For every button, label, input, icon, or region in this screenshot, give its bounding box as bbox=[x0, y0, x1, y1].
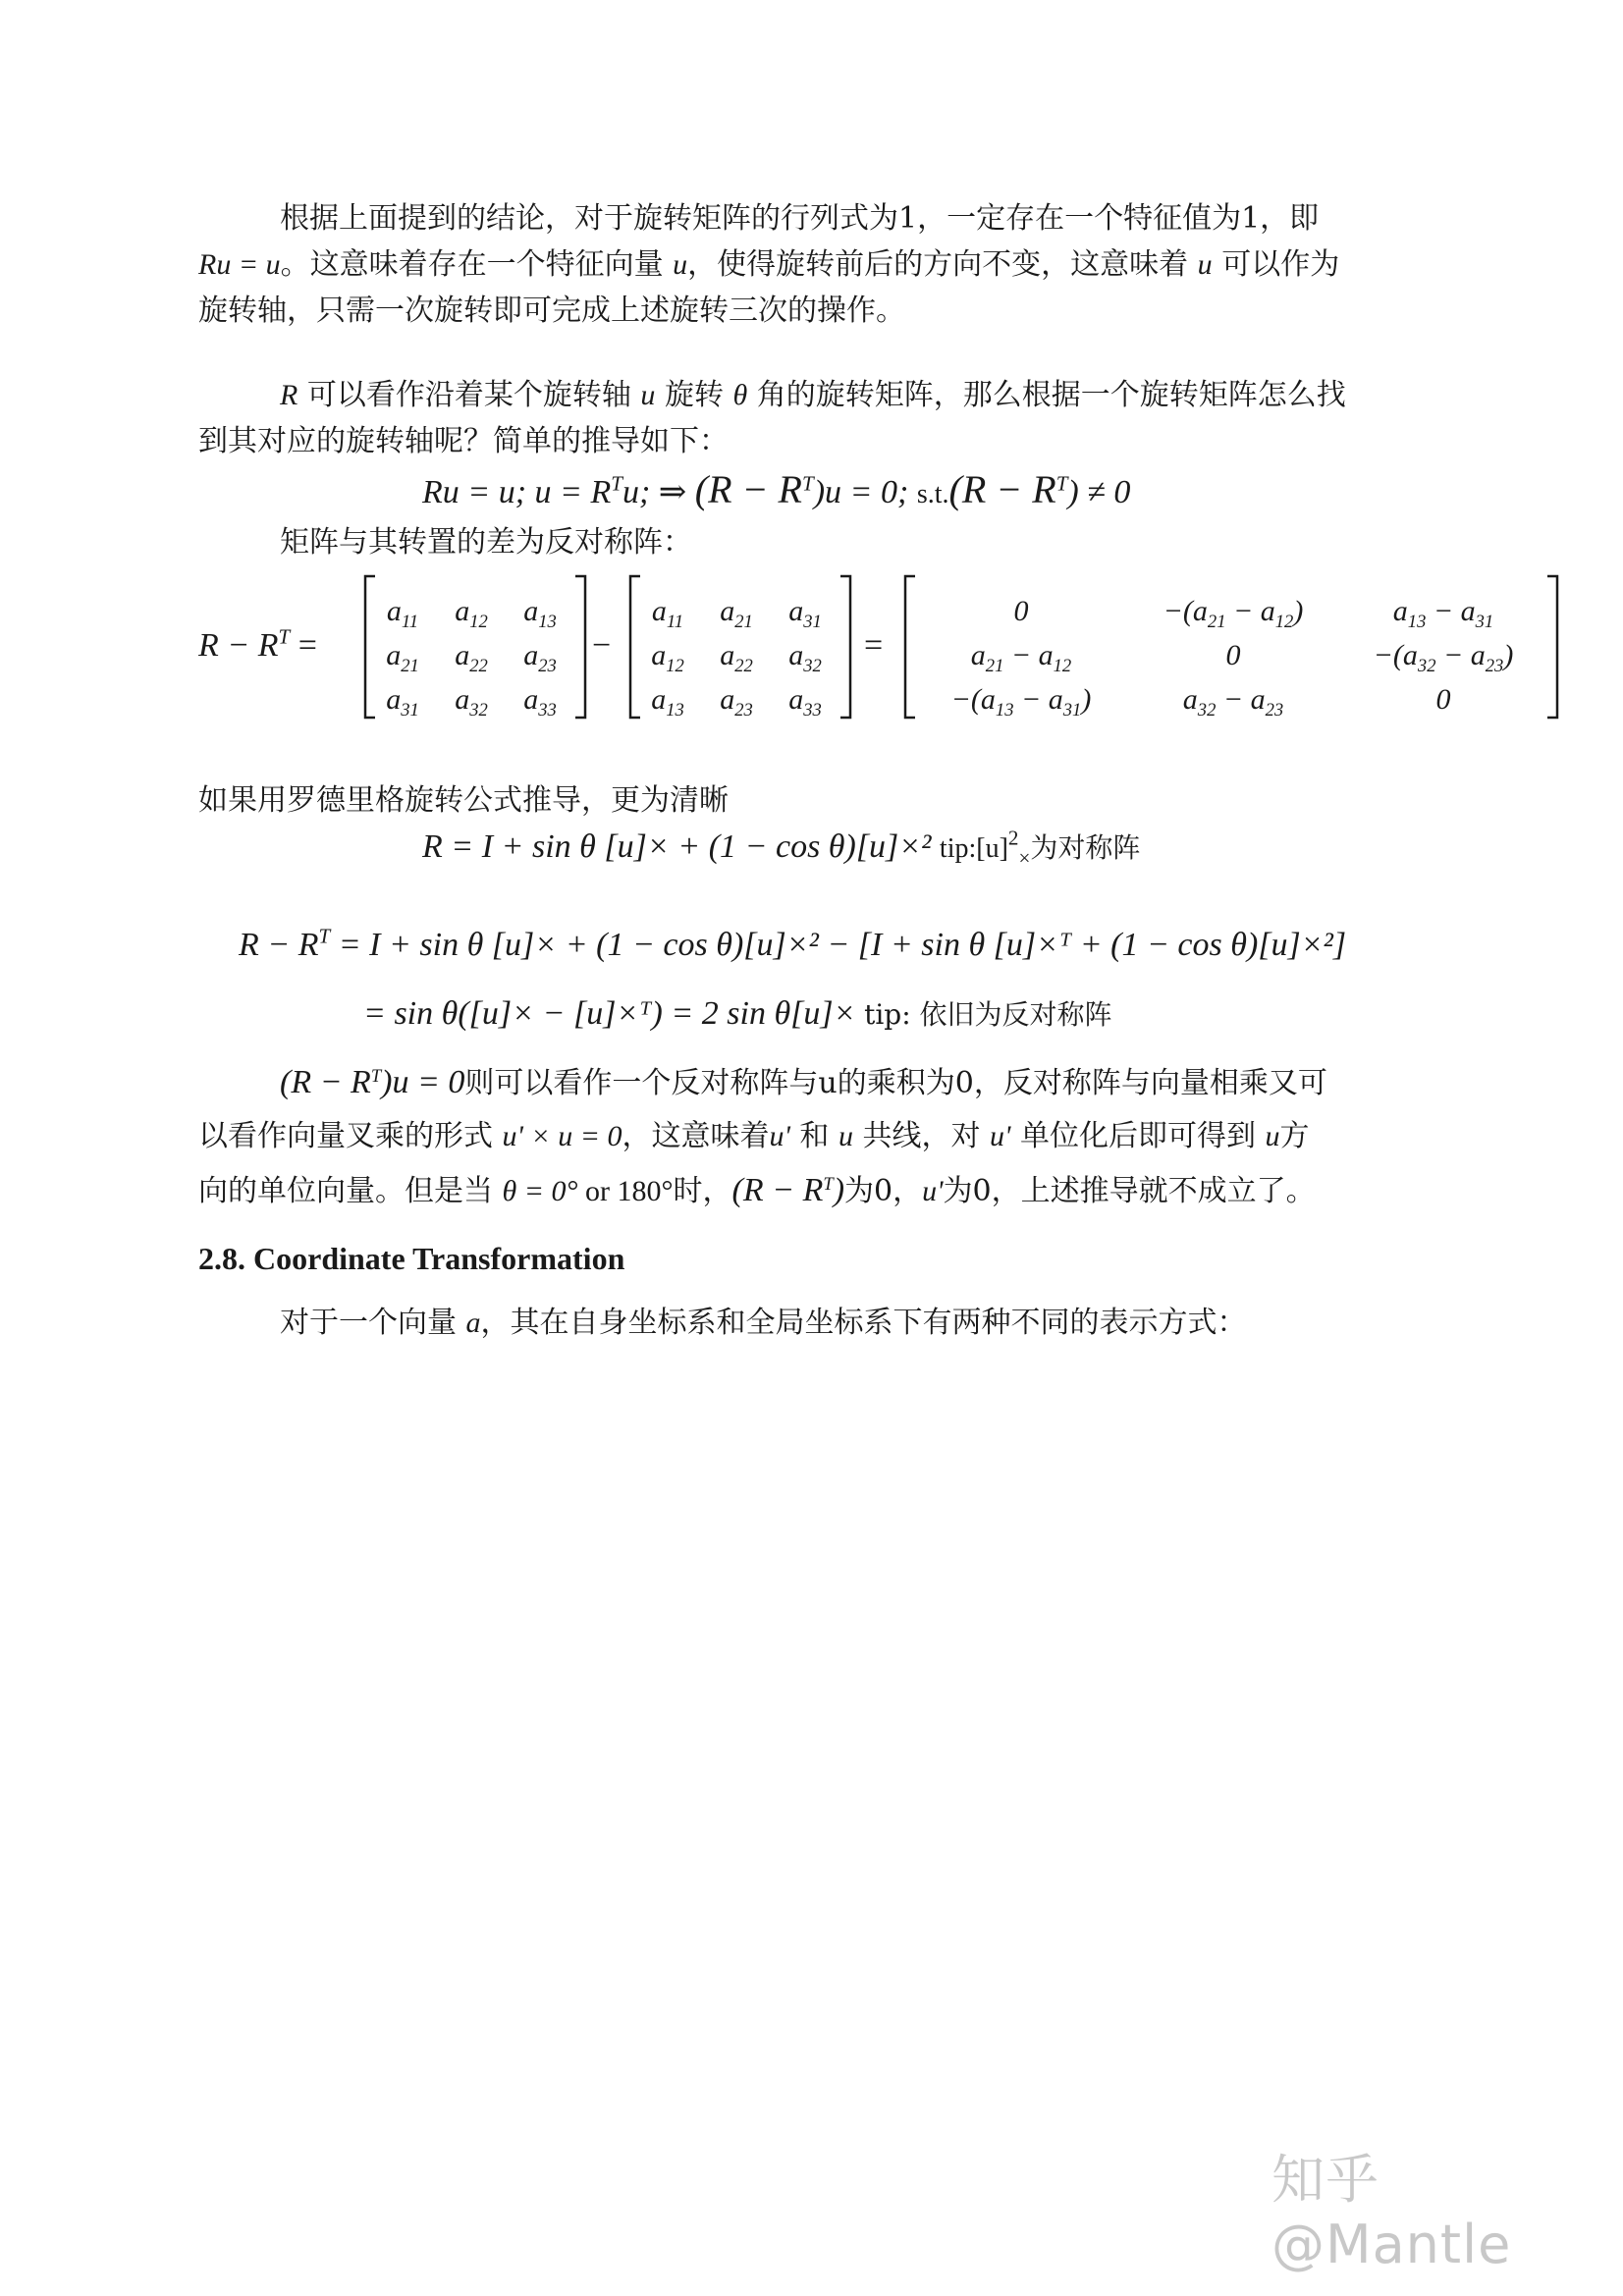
eq-sign: = bbox=[864, 627, 884, 664]
matrix-cell: $a_{13}$ bbox=[651, 683, 684, 721]
math: u' bbox=[922, 1175, 944, 1207]
math: θ = 0° bbox=[502, 1175, 578, 1207]
equation-rodrigues: R = I + sin θ [u]× + (1 − cos θ)[u]×² $tip:[u]^2_\times$为对称阵 bbox=[422, 826, 1141, 870]
text: 方 bbox=[1279, 1119, 1310, 1153]
text: 则可以看作一个反对称阵与u的乘积为0，反对称阵与向量相乘又可 bbox=[464, 1066, 1327, 1100]
matrix-cell: $a_{22}$ bbox=[455, 639, 488, 676]
text: 可以作为 bbox=[1212, 247, 1340, 282]
section-number: 2.8. bbox=[198, 1241, 245, 1276]
text: 和 bbox=[789, 1119, 839, 1153]
matrix-cell: $a_{12}$ bbox=[651, 639, 684, 676]
matrix-cell: $a_{11}$ bbox=[651, 595, 684, 632]
matrix-cell: $a_{32}$ bbox=[455, 683, 488, 721]
matrix-cell: $a_{13} - a_{31}$ bbox=[1392, 595, 1494, 632]
eq-sup: T bbox=[1055, 471, 1068, 496]
text: ，其在自身坐标系和全局坐标系下有两种不同的表示方式： bbox=[480, 1306, 1247, 1340]
p4-line3: 向的单位向量。但是当 θ = 0° or 180°时，$(R - R^T)$为0，u'为0，上述推导就不成立了。 bbox=[198, 1172, 1316, 1208]
text: 角的旋转矩阵，那么根据一个旋转矩阵怎么找 bbox=[747, 378, 1346, 412]
eq-sign: − bbox=[592, 627, 612, 664]
eq-part: R − R bbox=[239, 927, 319, 963]
eq-part: ) ≠ 0 bbox=[1067, 474, 1131, 510]
math: u bbox=[838, 1120, 853, 1152]
math: (R − R bbox=[731, 1172, 824, 1208]
watermark: 知乎 @Mantle bbox=[1271, 2149, 1512, 2275]
text: 以看作向量叉乘的形式 bbox=[198, 1119, 503, 1153]
equation-1 bbox=[422, 465, 1130, 519]
matrix-cell: 0 bbox=[1013, 595, 1029, 627]
p1-line3: 旋转轴，只需一次旋转即可完成上述旋转三次的操作。 bbox=[198, 294, 905, 328]
text: 为0，上述推导就不成立了。 bbox=[943, 1174, 1316, 1208]
matrix-cell: 0 bbox=[1225, 639, 1241, 671]
matrix-lhs bbox=[198, 621, 317, 670]
math-u: u bbox=[673, 248, 688, 281]
eq-part: = I + sin θ [u]× + (1 − cos θ)[u]×² − [I + sin θ [u]×ᵀ + (1 − cos θ)[u]×²] bbox=[330, 927, 1347, 963]
matrix-cell: $a_{31}$ bbox=[386, 683, 419, 721]
equation-diff-1: $R - R^T = I + \sin \theta$ [u]× + (1 − cos θ)[u]×² − [I + sin θ [u]×ᵀ + (1 − cos θ)[u]×²] bbox=[239, 924, 1347, 963]
math: 180° bbox=[617, 1175, 674, 1207]
eq-part: R − R bbox=[198, 627, 279, 664]
math-a: a bbox=[465, 1307, 481, 1339]
text: 为0， bbox=[844, 1174, 923, 1208]
math: or bbox=[577, 1175, 618, 1207]
eq-sup: T bbox=[278, 624, 291, 649]
text: 单位化后即可得到 bbox=[1010, 1119, 1266, 1153]
eq-sign: = bbox=[298, 627, 317, 664]
section-title: Coordinate Transformation bbox=[253, 1241, 625, 1276]
p1-line1: 根据上面提到的结论，对于旋转矩阵的行列式为1，一定存在一个特征值为1，即 bbox=[280, 201, 1320, 236]
math: u' bbox=[990, 1120, 1011, 1152]
eq-part: )u = 0; bbox=[813, 474, 917, 510]
eq-part: (R − R bbox=[694, 467, 802, 511]
p2-line2: 到其对应的旋转轴呢？简单的推导如下： bbox=[198, 424, 729, 458]
matrix-cell: $-(a_{21} - a_{12})$ bbox=[1163, 595, 1304, 632]
matrix-cell: $a_{22}$ bbox=[720, 639, 753, 676]
p5-line1 bbox=[280, 1301, 1247, 1346]
eq-tip: tip:[u] bbox=[939, 833, 1008, 864]
math: u' bbox=[769, 1120, 790, 1152]
eq-st: s.t. bbox=[916, 479, 949, 509]
eq-part: R = I + sin θ [u]× + (1 − cos θ)[u]×² bbox=[422, 828, 932, 865]
math-ru-eq-u: Ru = u bbox=[198, 248, 281, 281]
section-heading bbox=[198, 1235, 624, 1282]
matrix-cell: $a_{21}$ bbox=[720, 595, 753, 632]
equals-sign bbox=[864, 621, 883, 670]
text: 旋转 bbox=[655, 378, 733, 412]
eq-part: Ru = u; u = R bbox=[422, 474, 612, 510]
matrix-cell: $a_{11}$ bbox=[386, 595, 419, 632]
p2-line1 bbox=[280, 373, 1346, 418]
eq-tip: 为对称阵 bbox=[1030, 831, 1141, 864]
equation-diff-2 bbox=[363, 989, 1112, 1040]
matrix-cell: $a_{33}$ bbox=[523, 683, 557, 721]
matrix-cell: $-(a_{13} - a_{31})$ bbox=[950, 683, 1092, 721]
math: )u = 0 bbox=[381, 1064, 465, 1100]
matrix-cell: $a_{33}$ bbox=[788, 683, 822, 721]
eq-part: u; ⇒ bbox=[622, 474, 695, 510]
math: u' × u = 0 bbox=[502, 1120, 622, 1152]
matrix-cell: $a_{32} - a_{23}$ bbox=[1182, 683, 1284, 721]
text: 可以看作沿着某个旋转轴 bbox=[298, 378, 641, 412]
p4-line2 bbox=[198, 1114, 1310, 1159]
math: u bbox=[1265, 1120, 1280, 1152]
text: 。这意味着存在一个特征向量 bbox=[280, 247, 674, 282]
eq-part: (R − R bbox=[948, 467, 1056, 511]
matrix-cell: $-(a_{32} - a_{23})$ bbox=[1373, 639, 1514, 676]
text: ，使得旋转前后的方向不变，这意味着 bbox=[687, 247, 1198, 282]
matrix-cell: $a_{12}$ bbox=[455, 595, 488, 632]
text: 对于一个向量 bbox=[280, 1306, 466, 1340]
eq-tip: tip: 依旧为反对称阵 bbox=[864, 998, 1112, 1031]
text: 向的单位向量。但是当 bbox=[198, 1174, 503, 1208]
p1-line2 bbox=[198, 242, 1339, 288]
matrix-cell: $a_{23}$ bbox=[720, 683, 753, 721]
matrix-cell: $a_{23}$ bbox=[523, 639, 557, 676]
text: 时， bbox=[673, 1174, 732, 1208]
matrix-cell: $a_{21} - a_{12}$ bbox=[970, 639, 1072, 676]
math: ) bbox=[833, 1172, 845, 1208]
matrix-cell: $a_{21}$ bbox=[386, 639, 419, 676]
eq-part: = sin θ([u]× − [u]×ᵀ) = 2 sin θ[u]× bbox=[363, 995, 856, 1032]
math: (R − R bbox=[280, 1064, 371, 1100]
math-u: u bbox=[1197, 248, 1213, 281]
eq-sup: T bbox=[611, 471, 622, 496]
math-r: R bbox=[280, 379, 298, 411]
text: 共线，对 bbox=[852, 1119, 991, 1153]
text: ，这意味着 bbox=[622, 1119, 770, 1153]
math-theta: θ bbox=[732, 379, 748, 411]
eq-sup: T bbox=[801, 471, 814, 496]
minus-sign bbox=[592, 621, 611, 670]
matrix-cell: $a_{31}$ bbox=[788, 595, 822, 632]
matrix-cell: $a_{32}$ bbox=[788, 639, 822, 676]
math-u: u bbox=[640, 379, 656, 411]
matrix-cell: $a_{13}$ bbox=[523, 595, 557, 632]
p2-line3: 矩阵与其转置的差为反对称阵： bbox=[280, 525, 692, 560]
matrix-cell: 0 bbox=[1435, 683, 1451, 716]
p3-line1: 如果用罗德里格旋转公式推导，更为清晰 bbox=[198, 783, 729, 818]
p4-line1: $(R - R^T)u = 0$则可以看作一个反对称阵与u的乘积为0，反对称阵与向量相乘又可 bbox=[280, 1064, 1327, 1100]
